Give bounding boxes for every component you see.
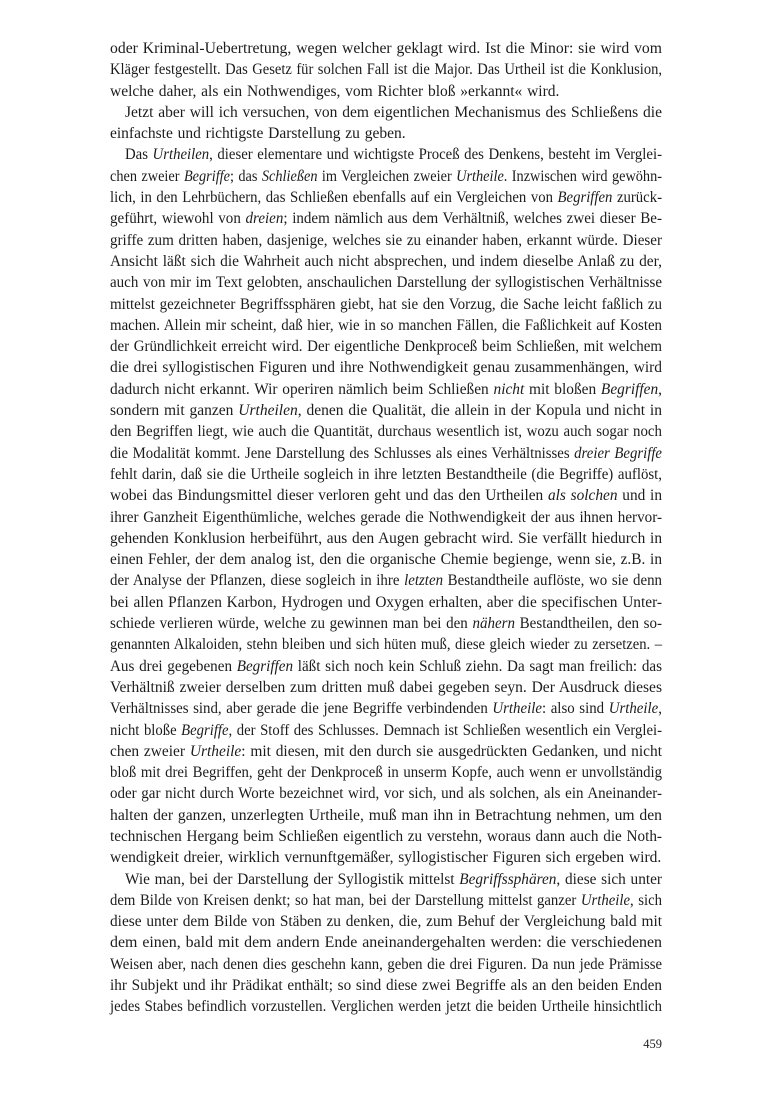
text-line bbox=[110, 570, 662, 591]
text-line-content bbox=[110, 613, 662, 634]
text-run: gehenden Konklusion herbeiführt, aus den Augen gebracht wird. Sie verfällt hiedurch in bbox=[110, 529, 662, 547]
text-line bbox=[110, 783, 662, 804]
text-run: , sich bbox=[629, 891, 662, 909]
text-line bbox=[110, 251, 662, 272]
text-line bbox=[110, 762, 662, 783]
text-run: bloß mit drei Begriffen, geht der Denkproceß in unserm Kopfe, auch wenn er unvollständig bbox=[110, 764, 662, 782]
text-line bbox=[110, 613, 662, 634]
text-run: wobei das Bindungsmittel dieser verloren geht und das den Urtheilen bbox=[110, 487, 548, 505]
text-line bbox=[110, 677, 662, 698]
text-run: : also sind bbox=[541, 700, 609, 718]
text-line-content bbox=[125, 102, 662, 123]
text-run: geführt, wiewohl von bbox=[110, 210, 246, 228]
paragraph bbox=[110, 102, 662, 145]
text-run: mit bloßen bbox=[524, 380, 601, 398]
text-run: und in bbox=[617, 487, 662, 505]
text-line bbox=[110, 336, 662, 357]
text-run: auch von mir im Text gelobten, anschaulichen Darstellung der syllogistischen Verhältnisse bbox=[110, 274, 662, 292]
text-run: dadurch nicht erkannt. Wir operiren nämlich beim Schließen bbox=[110, 380, 494, 398]
paragraph bbox=[110, 869, 662, 1018]
text-run: läßt sich noch kein Schluß ziehn. Da sagt man freilich: das bbox=[293, 657, 662, 675]
text-line bbox=[110, 634, 662, 655]
text-line-content bbox=[110, 507, 662, 528]
italic-text-run: Begriffssphären bbox=[459, 870, 557, 888]
italic-text-run: Begriffen bbox=[236, 657, 294, 675]
text-line bbox=[110, 464, 662, 485]
text-run: machen. Allein mir scheint, daß hier, wie in so manchen Fällen, die Faßlichkeit auf Kosten bbox=[110, 316, 662, 334]
text-run: sondern mit ganzen bbox=[110, 402, 239, 420]
text-run: der Gründlichkeit erreicht wird. Der eigentliche Denkproceß beim Schließen, mit welchem bbox=[110, 338, 662, 356]
text-line bbox=[110, 869, 662, 890]
text-line-content bbox=[110, 357, 662, 378]
text-line-content bbox=[110, 38, 662, 59]
text-run: , denen die Qualität, die allein in der Kopula und nicht in bbox=[297, 402, 662, 420]
italic-text-run: Begriffe bbox=[183, 167, 231, 185]
text-run: technischen Hergang beim Schließen eigentlich zu verstehn, woraus dann auch die Noth- bbox=[110, 827, 662, 845]
italic-text-run: dreien bbox=[245, 210, 284, 228]
text-run: chen zweier bbox=[110, 742, 190, 760]
text-run: zurück- bbox=[612, 189, 662, 207]
text-line bbox=[110, 315, 662, 336]
italic-text-run: dreier Begriffe bbox=[574, 444, 662, 462]
text-line-content bbox=[110, 805, 662, 826]
text-line bbox=[110, 528, 662, 549]
text-line bbox=[110, 357, 662, 378]
text-line-content bbox=[125, 869, 662, 890]
italic-text-run: als solchen bbox=[547, 487, 618, 505]
text-run: die Modalität kommt. Jene Darstellung des Schlusses als eines Verhältnisses bbox=[110, 444, 575, 462]
text-line-content bbox=[110, 698, 662, 719]
italic-text-run: Urtheile bbox=[608, 700, 659, 718]
text-run: , diese sich unter bbox=[556, 870, 662, 888]
text-run: Verhältnisses sind, aber gerade die jene Begriffe verbindenden bbox=[110, 700, 493, 718]
text-run: schiede verlieren würde, welche zu gewinnen man bei den bbox=[110, 615, 473, 633]
text-line-content bbox=[110, 528, 662, 549]
text-line-content bbox=[110, 656, 662, 677]
text-run: den Begriffen liegt, wie auch die Quantität, durchaus wesentlich ist, wozu auch sogar noch bbox=[110, 423, 662, 441]
text-line-content bbox=[110, 379, 662, 400]
text-run: griffe zum dritten haben, dasjenige, welches sie zu einander haben, erkannt würde. Dieser bbox=[110, 231, 662, 249]
text-line bbox=[110, 144, 662, 165]
text-run: , der Stoff des Schlusses. Demnach ist Schließen wesentlich ein Verglei- bbox=[228, 721, 663, 739]
italic-text-run: nähern bbox=[472, 615, 516, 633]
text-run: ihr Subjekt und ihr Prädikat enthält; so sind diese zwei Begriffe als an den beiden Enden bbox=[110, 977, 662, 995]
text-run: . Inzwischen wird gewöhn- bbox=[503, 167, 662, 185]
text-line-content bbox=[110, 443, 662, 464]
text-line-content bbox=[110, 315, 662, 336]
text-line-content bbox=[110, 272, 662, 293]
text-run: mittelst gezeichneter Begriffssphären giebt, hat sie den Vorzug, die Sache leicht faßlich zu bbox=[110, 295, 662, 313]
text-run: lich, in den Lehrbüchern, das Schließen ebenfalls auf ein Vergleichen von bbox=[110, 189, 558, 207]
text-run: , bbox=[658, 700, 662, 718]
text-run: Verhältniß zweier derselben zum dritten muß dabei gegeben seyn. Der Ausdruck dieses bbox=[110, 678, 662, 696]
text-line bbox=[110, 187, 662, 208]
text-run: Bestandtheile auflöste, wo sie denn bbox=[443, 572, 662, 590]
page-body bbox=[110, 38, 662, 1018]
italic-text-run: Begriffen bbox=[557, 189, 613, 207]
text-run: oder gar nicht durch Worte bezeichnet wird, vor sich, und als solchen, als ein Aneinander- bbox=[110, 785, 662, 803]
text-run: ; das bbox=[230, 167, 262, 185]
text-run: Jetzt aber will ich versuchen, von dem eigentlichen Mechanismus des Schließens die bbox=[125, 103, 662, 121]
text-run: ; indem nämlich aus dem Verhältniß, welches zwei dieser Be- bbox=[283, 210, 662, 228]
text-run: chen zweier bbox=[110, 167, 184, 185]
text-line bbox=[110, 826, 662, 847]
italic-text-run: Schließen bbox=[261, 167, 318, 185]
text-line-content bbox=[110, 826, 662, 847]
text-line-content bbox=[110, 570, 662, 591]
text-line-content bbox=[110, 230, 662, 251]
text-line-content bbox=[110, 336, 662, 357]
text-line-content bbox=[110, 208, 662, 229]
text-run: , dieser elementare und wichtigste Proceß des Denkens, besteht im Verglei- bbox=[209, 146, 662, 164]
text-line-content bbox=[110, 890, 662, 911]
text-line-content bbox=[110, 549, 662, 570]
text-line bbox=[110, 379, 662, 400]
text-run: wendigkeit dreier, wirklich vernunftgemäßer, syllogistischer Figuren sich ergeben wird. bbox=[110, 849, 662, 867]
text-run: halten der ganzen, unzerlegten Urtheile, muß man ihn in Betrachtung nehmen, um den bbox=[110, 806, 662, 824]
text-line bbox=[110, 720, 662, 741]
text-line-content bbox=[110, 741, 662, 762]
text-line-content bbox=[110, 954, 662, 975]
text-run: Wie man, bei der Darstellung der Syllogistik mittelst bbox=[125, 870, 460, 888]
text-line-content bbox=[110, 911, 662, 932]
text-line bbox=[110, 507, 662, 528]
text-run: diese unter dem Bilde von Stäben zu denken, die, zum Behuf der Vergleichung bald mit bbox=[110, 913, 662, 931]
text-run: Weisen aber, nach denen dies geschehn kann, geben die drei Figuren. Da nun jede Prämisse bbox=[110, 955, 662, 973]
text-run: der Analyse der Pflanzen, diese sogleich in ihre bbox=[110, 572, 405, 590]
text-run: : mit diesen, mit den durch sie ausgedrückten Gedanken, und nicht bbox=[241, 742, 662, 760]
text-run: die drei syllogistischen Figuren und ihre Nothwendigkeit genau zusammenhängen, wird bbox=[110, 359, 662, 377]
text-run: Ansicht läßt sich die Wahrheit auch nicht absprechen, und indem dieselbe Anlaß zu der, bbox=[110, 252, 662, 270]
italic-text-run: Urtheile bbox=[492, 700, 542, 718]
text-line bbox=[110, 294, 662, 315]
paragraph bbox=[110, 38, 662, 102]
text-line bbox=[110, 81, 662, 102]
text-line bbox=[110, 485, 662, 506]
text-line-content bbox=[110, 592, 662, 613]
text-line bbox=[110, 549, 662, 570]
text-line-content bbox=[110, 251, 662, 272]
text-line-content bbox=[110, 847, 661, 868]
text-line bbox=[110, 230, 662, 251]
italic-text-run: Urtheile bbox=[456, 167, 504, 185]
text-line bbox=[110, 123, 662, 144]
italic-text-run: nicht bbox=[493, 380, 525, 398]
text-line bbox=[110, 932, 662, 953]
text-line bbox=[110, 698, 662, 719]
text-run: jedes Stabes befindlich vorzustellen. Verglichen werden jetzt die beiden Urtheile hinsichtlich bbox=[110, 998, 662, 1016]
text-run: nicht bloße bbox=[110, 721, 182, 739]
italic-text-run: letzten bbox=[404, 572, 444, 590]
text-line bbox=[110, 890, 662, 911]
text-line bbox=[110, 911, 662, 932]
text-line bbox=[110, 741, 662, 762]
page-number: 459 bbox=[643, 1037, 662, 1051]
text-line-content bbox=[110, 783, 662, 804]
text-line-content bbox=[110, 996, 662, 1017]
text-run: oder Kriminal-Uebertretung, wegen welcher geklagt wird. Ist die Minor: sie wird vom bbox=[110, 40, 662, 57]
italic-text-run: Urtheilen bbox=[238, 402, 298, 420]
text-line-content bbox=[110, 762, 662, 783]
text-run: ihrer Ganzheit Eigenthümliche, welches gerade die Nothwendigkeit der aus ihnen hervor- bbox=[110, 508, 662, 526]
text-line-content bbox=[110, 294, 662, 315]
text-run: bei allen Pflanzen Karbon, Hydrogen und Oxygen erhalten, aber die specifischen Unter- bbox=[110, 593, 662, 611]
text-line-content bbox=[125, 144, 662, 165]
text-line-content bbox=[110, 677, 662, 698]
text-line bbox=[110, 59, 662, 80]
text-run: Bestandtheilen, den so- bbox=[515, 615, 662, 633]
text-line bbox=[110, 421, 662, 442]
text-line-content bbox=[110, 59, 662, 80]
text-run: welche daher, als ein Nothwendiges, vom Richter bloß »erkannt« wird. bbox=[110, 82, 560, 100]
text-line bbox=[110, 592, 662, 613]
text-run: dem einen, bald mit dem andern Ende aneinandergehalten werden: die verschiedenen bbox=[110, 934, 662, 952]
text-line-content bbox=[110, 166, 662, 187]
italic-text-run: Begriffe bbox=[181, 721, 229, 739]
text-line-content bbox=[110, 720, 662, 741]
text-line bbox=[110, 847, 662, 868]
text-run: genannten Alkaloiden, stehn bleiben und sich hüten muß, diese gleich wieder zu zersetzen. – bbox=[110, 636, 662, 654]
text-run: fehlt darin, daß sie die Urtheile sogleich in ihre letzten Bestandtheile (die Begriffe) auflöst, bbox=[110, 465, 662, 483]
text-run: , bbox=[658, 380, 662, 398]
paragraph bbox=[110, 144, 662, 868]
text-line bbox=[110, 996, 662, 1017]
text-line-content bbox=[110, 975, 662, 996]
text-line-content bbox=[110, 932, 662, 953]
text-run: Aus drei gegebenen bbox=[110, 657, 237, 675]
text-line bbox=[110, 975, 662, 996]
text-line-content bbox=[110, 123, 406, 144]
italic-text-run: Begriffen bbox=[600, 380, 659, 398]
text-line bbox=[110, 102, 662, 123]
text-line-content bbox=[110, 634, 662, 655]
text-run: Das bbox=[125, 146, 153, 164]
text-line bbox=[110, 656, 662, 677]
text-run: Kläger festgestellt. Das Gesetz für solchen Fall ist die Major. Das Urtheil ist die Konklusion, bbox=[110, 61, 662, 79]
text-run: dem Bilde von Kreisen denkt; so hat man, bei der Darstellung mittelst ganzer bbox=[110, 891, 581, 909]
text-line-content bbox=[110, 187, 662, 208]
text-run: einen Fehler, der dem analog ist, den die organische Chemie begienge, wenn sie, z.B. in bbox=[110, 551, 662, 569]
text-line-content bbox=[110, 485, 662, 506]
text-run: einfachste und richtigste Darstellung zu geben. bbox=[110, 125, 406, 143]
text-line-content bbox=[110, 400, 662, 421]
text-line bbox=[110, 272, 662, 293]
text-line bbox=[110, 38, 662, 59]
text-line bbox=[110, 954, 662, 975]
italic-text-run: Urtheile bbox=[580, 891, 630, 909]
italic-text-run: Urtheile bbox=[189, 742, 242, 760]
text-line bbox=[110, 166, 662, 187]
text-line-content bbox=[110, 421, 662, 442]
text-line bbox=[110, 400, 662, 421]
text-line bbox=[110, 443, 662, 464]
text-line bbox=[110, 805, 662, 826]
text-line-content bbox=[110, 464, 662, 485]
italic-text-run: Urtheilen bbox=[152, 146, 210, 164]
text-line-content bbox=[110, 81, 559, 102]
text-line bbox=[110, 208, 662, 229]
text-run: im Vergleichen zweier bbox=[317, 167, 457, 185]
